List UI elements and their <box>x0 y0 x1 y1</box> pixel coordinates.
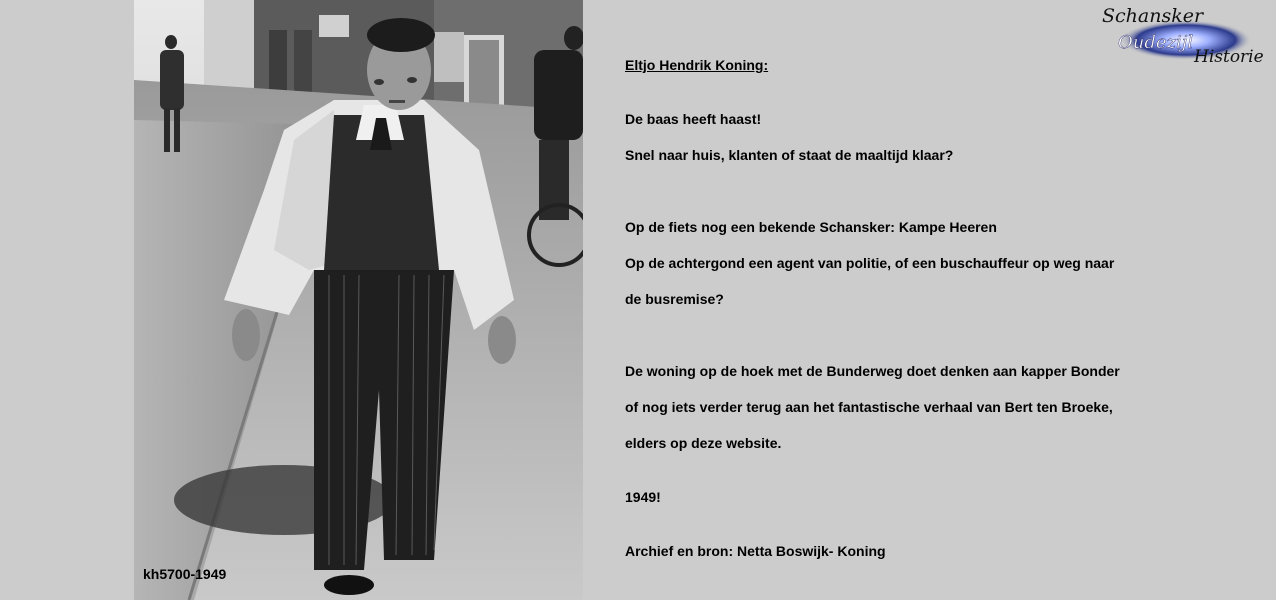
logo-line-2: Oudezijl <box>1118 32 1194 53</box>
paragraph-line: Op de fiets nog een bekende Schansker: Kampe Heeren <box>625 219 997 235</box>
paragraph-line: elders op deze website. <box>625 435 782 451</box>
photo-illustration <box>134 0 583 600</box>
paragraph-line: Op de achtergond een agent van politie, of een buschauffeur op weg naar <box>625 255 1115 271</box>
source-credit: Archief en bron: Netta Boswijk- Koning <box>625 543 886 559</box>
logo-line-3: Historie <box>1194 47 1264 67</box>
paragraph-line: de busremise? <box>625 291 724 307</box>
year-line: 1949! <box>625 489 661 505</box>
paragraph-line: De baas heeft haast! <box>625 111 762 127</box>
paragraph-line: Snel naar huis, klanten of staat de maaltijd klaar? <box>625 147 954 163</box>
photo-caption: kh5700-1949 <box>143 566 227 582</box>
logo-line-1: Schansker <box>1102 5 1204 27</box>
historic-photo <box>134 0 583 600</box>
logo-graphic <box>1098 2 1274 68</box>
site-logo[interactable] <box>1098 2 1274 68</box>
paragraph-line: of nog iets verder terug aan het fantastische verhaal van Bert ten Broeke, <box>625 399 1113 415</box>
paragraph-line: De woning op de hoek met de Bunderweg doet denken aan kapper Bonder <box>625 363 1120 379</box>
article-heading: Eltjo Hendrik Koning: <box>625 57 769 73</box>
